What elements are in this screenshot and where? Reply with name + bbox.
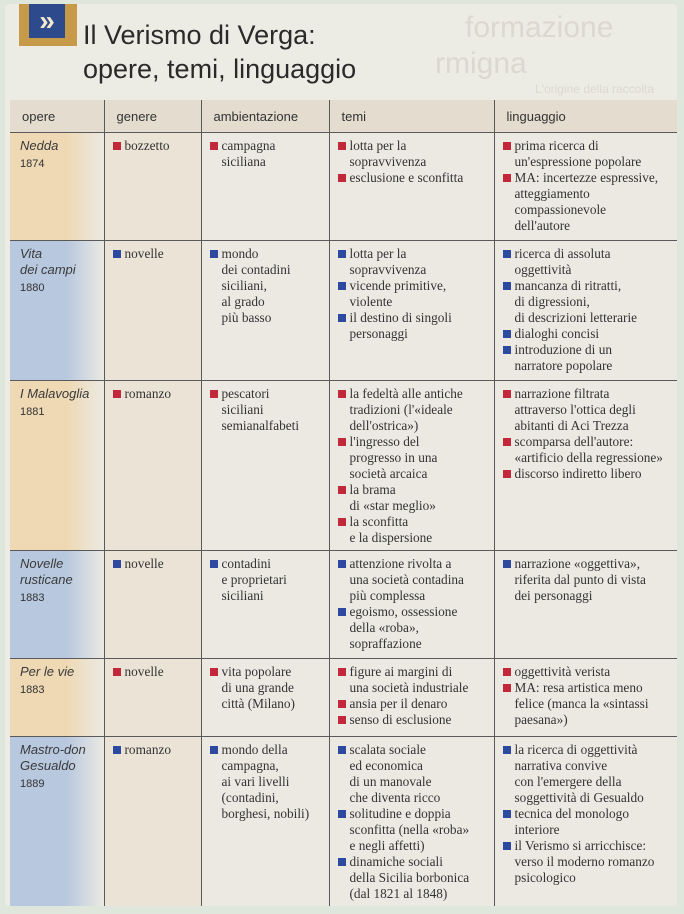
temi-cell [329, 659, 494, 737]
bullet-square-icon [338, 142, 346, 150]
col-header-linguaggio: linguaggio [494, 100, 677, 133]
ambientazione-text: mondo dei contadini siciliani, al grado più basso [221, 246, 291, 325]
genere-text: romanzo [124, 386, 172, 401]
temi-list [336, 664, 490, 728]
temi-list [336, 556, 490, 652]
genere-text: novelle [124, 246, 164, 261]
genere-cell [104, 737, 201, 907]
work-title: I Malavoglia [20, 386, 90, 401]
temi-list [336, 386, 490, 546]
temi-text: la fedeltà alle antiche tradizioni (l'«ideale dell'ostrica») [349, 386, 463, 433]
bullet-square-icon [503, 810, 511, 818]
verga-works-table [10, 100, 677, 906]
table-row [10, 737, 677, 907]
genere-text: novelle [124, 664, 164, 679]
ambientazione-cell [201, 551, 329, 659]
temi-item [336, 246, 490, 278]
bullet-square-icon [503, 438, 511, 446]
temi-text: senso di esclusione [349, 712, 452, 727]
bullet-square-icon [338, 858, 346, 866]
ambientazione-list [208, 138, 325, 170]
temi-list [336, 246, 490, 342]
genere-text: bozzetto [124, 138, 170, 153]
linguaggio-list [501, 246, 674, 374]
bullet-square-icon [503, 560, 511, 568]
bullet-square-icon [210, 390, 218, 398]
bullet-square-icon [210, 250, 218, 258]
ambientazione-text: pescatori siciliani semianalfabeti [221, 386, 300, 433]
bullet-square-icon [338, 518, 346, 526]
temi-item [336, 278, 490, 310]
temi-text: lotta per la sopravvivenza [349, 246, 427, 277]
linguaggio-list [501, 138, 674, 234]
ambientazione-cell [201, 133, 329, 241]
work-year: 1883 [20, 592, 45, 604]
work-cell [10, 551, 104, 659]
ambientazione-list [208, 386, 325, 434]
temi-text: la brama di «star meglio» [349, 482, 436, 513]
ambientazione-item [208, 556, 325, 604]
bullet-square-icon [113, 250, 121, 258]
bullet-square-icon [338, 282, 346, 290]
bullet-square-icon [503, 282, 511, 290]
genere-text: romanzo [124, 742, 172, 757]
temi-text: vicende primitive, violente [349, 278, 447, 309]
ambientazione-item [208, 664, 325, 712]
table-header-row [10, 100, 677, 133]
bullet-square-icon [210, 668, 218, 676]
bullet-square-icon [338, 716, 346, 724]
temi-text: dinamiche sociali della Sicilia borbonica (dal 1821 al 1848) [349, 854, 470, 901]
work-year: 1880 [20, 282, 45, 294]
temi-text: ansia per il denaro [349, 696, 448, 711]
temi-item [336, 386, 490, 434]
ambientazione-item [208, 246, 325, 326]
bullet-square-icon [503, 346, 511, 354]
linguaggio-text: discorso indiretto libero [514, 466, 642, 481]
linguaggio-text: la ricerca di oggettività narrativa convive con l'emergere della soggettività di Gesualdo [514, 742, 644, 805]
linguaggio-text: tecnica del monologo interiore [514, 806, 629, 837]
temi-item [336, 138, 490, 170]
page-title [83, 18, 356, 86]
work-title: Nedda [20, 138, 59, 153]
bullet-square-icon [338, 438, 346, 446]
bullet-square-icon [113, 560, 121, 568]
linguaggio-text: narrazione filtrata attraverso l'ottica degli abitanti di Aci Trezza [514, 386, 636, 433]
ambientazione-list [208, 742, 325, 822]
linguaggio-item [501, 434, 674, 466]
linguaggio-list [501, 556, 674, 604]
temi-list [336, 742, 490, 902]
linguaggio-text: ricerca di assoluta oggettività [514, 246, 611, 277]
temi-text: egoismo, ossessione della «roba», sopraffazione [349, 604, 458, 651]
genere-item [111, 556, 197, 572]
ambientazione-list [208, 664, 325, 712]
bullet-square-icon [338, 390, 346, 398]
linguaggio-item [501, 138, 674, 170]
genere-cell [104, 659, 201, 737]
temi-text: la sconfitta e la dispersione [349, 514, 433, 545]
bullet-square-icon [338, 746, 346, 754]
table-row [10, 659, 677, 737]
temi-item [336, 742, 490, 806]
work-cell [10, 737, 104, 907]
bullet-square-icon [113, 142, 121, 150]
bullet-square-icon [503, 250, 511, 258]
bullet-square-icon [338, 314, 346, 322]
genere-cell [104, 551, 201, 659]
genere-item [111, 386, 197, 402]
ambientazione-cell [201, 659, 329, 737]
work-year: 1881 [20, 406, 45, 418]
bullet-square-icon [503, 668, 511, 676]
linguaggio-list [501, 742, 674, 886]
genere-item [111, 742, 197, 758]
bullet-square-icon [210, 746, 218, 754]
double-chevron-icon: » [29, 4, 65, 38]
temi-text: figure ai margini di una società industriale [349, 664, 469, 695]
bullet-square-icon [338, 174, 346, 182]
table-row [10, 551, 677, 659]
temi-item [336, 696, 490, 712]
genere-text: novelle [124, 556, 164, 571]
work-cell [10, 133, 104, 241]
ambientazione-list [208, 556, 325, 604]
linguaggio-text: MA: incertezze espressive, atteggiamento compassionevole dell'autore [514, 170, 659, 233]
linguaggio-item [501, 742, 674, 806]
bullet-square-icon [210, 142, 218, 150]
temi-text: l'ingresso del progresso in una società arcaica [349, 434, 438, 481]
linguaggio-text: introduzione di un narratore popolare [514, 342, 613, 373]
genere-item [111, 246, 197, 262]
linguaggio-text: il Verismo si arricchisce: verso il moderno romanzo psicologico [514, 838, 655, 885]
linguaggio-item [501, 278, 674, 326]
textbook-page [5, 4, 677, 906]
temi-text: il destino di singoli personaggi [349, 310, 452, 341]
linguaggio-cell [494, 659, 677, 737]
ambientazione-item [208, 742, 325, 822]
work-title: Vita dei campi [20, 246, 76, 277]
work-title: Per le vie [20, 664, 75, 679]
linguaggio-cell [494, 241, 677, 381]
linguaggio-text: prima ricerca di un'espressione popolare [514, 138, 642, 169]
linguaggio-item [501, 680, 674, 728]
work-title: Mastro-don Gesualdo [20, 742, 86, 773]
bullet-square-icon [338, 560, 346, 568]
temi-item [336, 170, 490, 186]
work-year: 1874 [20, 158, 45, 170]
linguaggio-cell [494, 737, 677, 907]
work-year: 1883 [20, 684, 45, 696]
temi-cell [329, 133, 494, 241]
bullet-square-icon [113, 668, 121, 676]
work-title: Novelle rusticane [20, 556, 73, 587]
temi-text: scalata sociale ed economica di un manovale che diventa ricco [349, 742, 441, 805]
bullet-square-icon [503, 390, 511, 398]
linguaggio-list [501, 386, 674, 482]
temi-item [336, 604, 490, 652]
linguaggio-item [501, 664, 674, 680]
temi-item [336, 310, 490, 342]
bullet-square-icon [503, 470, 511, 478]
bullet-square-icon [503, 842, 511, 850]
temi-text: solitudine e doppia sconfitta (nella «roba» e negli affetti) [349, 806, 470, 853]
bleed-through-text: formazione rmigna L'origine della raccolta [435, 11, 655, 96]
temi-item [336, 664, 490, 696]
bullet-square-icon [503, 142, 511, 150]
temi-item [336, 806, 490, 854]
temi-item [336, 514, 490, 546]
work-cell [10, 659, 104, 737]
linguaggio-text: dialoghi concisi [514, 326, 600, 341]
ambientazione-text: mondo della campagna, ai vari livelli (contadini, borghesi, nobili) [221, 742, 310, 821]
linguaggio-list [501, 664, 674, 728]
ambientazione-text: contadini e proprietari siciliani [221, 556, 287, 603]
section-logo [19, 4, 77, 46]
ambientazione-text: campagna siciliana [221, 138, 276, 169]
ambientazione-item [208, 138, 325, 170]
work-cell [10, 381, 104, 551]
bullet-square-icon [210, 560, 218, 568]
ambientazione-item [208, 386, 325, 434]
bullet-square-icon [338, 486, 346, 494]
temi-cell [329, 241, 494, 381]
title-line-2: opere, temi, linguaggio [83, 54, 357, 84]
bullet-square-icon [113, 390, 121, 398]
temi-item [336, 854, 490, 902]
linguaggio-item [501, 806, 674, 838]
col-header-opere: opere [10, 100, 104, 133]
ambientazione-cell [201, 381, 329, 551]
linguaggio-text: mancanza di ritratti, di digressioni, di descrizioni letterarie [514, 278, 638, 325]
genere-item [111, 138, 197, 154]
temi-text: lotta per la sopravvivenza [349, 138, 427, 169]
temi-text: attenzione rivolta a una società contadina più complessa [349, 556, 464, 603]
bullet-square-icon [338, 668, 346, 676]
linguaggio-item [501, 170, 674, 234]
table-row [10, 241, 677, 381]
temi-text: esclusione e sconfitta [349, 170, 464, 185]
bullet-square-icon [338, 810, 346, 818]
temi-item [336, 482, 490, 514]
linguaggio-text: MA: resa artistica meno felice (manca la «sintassi paesana») [514, 680, 649, 727]
genere-cell [104, 241, 201, 381]
temi-cell [329, 551, 494, 659]
ambientazione-text: vita popolare di una grande città (Milano) [221, 664, 295, 711]
linguaggio-item [501, 342, 674, 374]
col-header-temi: temi [329, 100, 494, 133]
temi-item [336, 556, 490, 604]
linguaggio-cell [494, 381, 677, 551]
bullet-square-icon [503, 174, 511, 182]
ambientazione-cell [201, 241, 329, 381]
title-line-1: Il Verismo di Verga: [83, 20, 316, 50]
bullet-square-icon [338, 608, 346, 616]
linguaggio-text: scomparsa dell'autore: «artificio della regressione» [514, 434, 663, 465]
linguaggio-item [501, 246, 674, 278]
linguaggio-cell [494, 133, 677, 241]
temi-cell [329, 737, 494, 907]
work-year: 1889 [20, 778, 45, 790]
bullet-square-icon [338, 250, 346, 258]
col-header-genere: genere [104, 100, 201, 133]
temi-cell [329, 381, 494, 551]
temi-item [336, 434, 490, 482]
temi-item [336, 712, 490, 728]
work-cell [10, 241, 104, 381]
linguaggio-text: oggettività verista [514, 664, 611, 679]
linguaggio-item [501, 326, 674, 342]
bullet-square-icon [503, 746, 511, 754]
bullet-square-icon [113, 746, 121, 754]
genere-cell [104, 381, 201, 551]
genere-cell [104, 133, 201, 241]
ambientazione-list [208, 246, 325, 326]
table-row [10, 381, 677, 551]
linguaggio-item [501, 838, 674, 886]
table-row [10, 133, 677, 241]
bullet-square-icon [503, 330, 511, 338]
bullet-square-icon [503, 684, 511, 692]
ambientazione-cell [201, 737, 329, 907]
genere-item [111, 664, 197, 680]
linguaggio-item [501, 386, 674, 434]
temi-list [336, 138, 490, 186]
linguaggio-item [501, 466, 674, 482]
linguaggio-text: narrazione «oggettiva», riferita dal punto di vista dei personaggi [514, 556, 646, 603]
col-header-ambientazione: ambientazione [201, 100, 329, 133]
linguaggio-item [501, 556, 674, 604]
bullet-square-icon [338, 700, 346, 708]
linguaggio-cell [494, 551, 677, 659]
